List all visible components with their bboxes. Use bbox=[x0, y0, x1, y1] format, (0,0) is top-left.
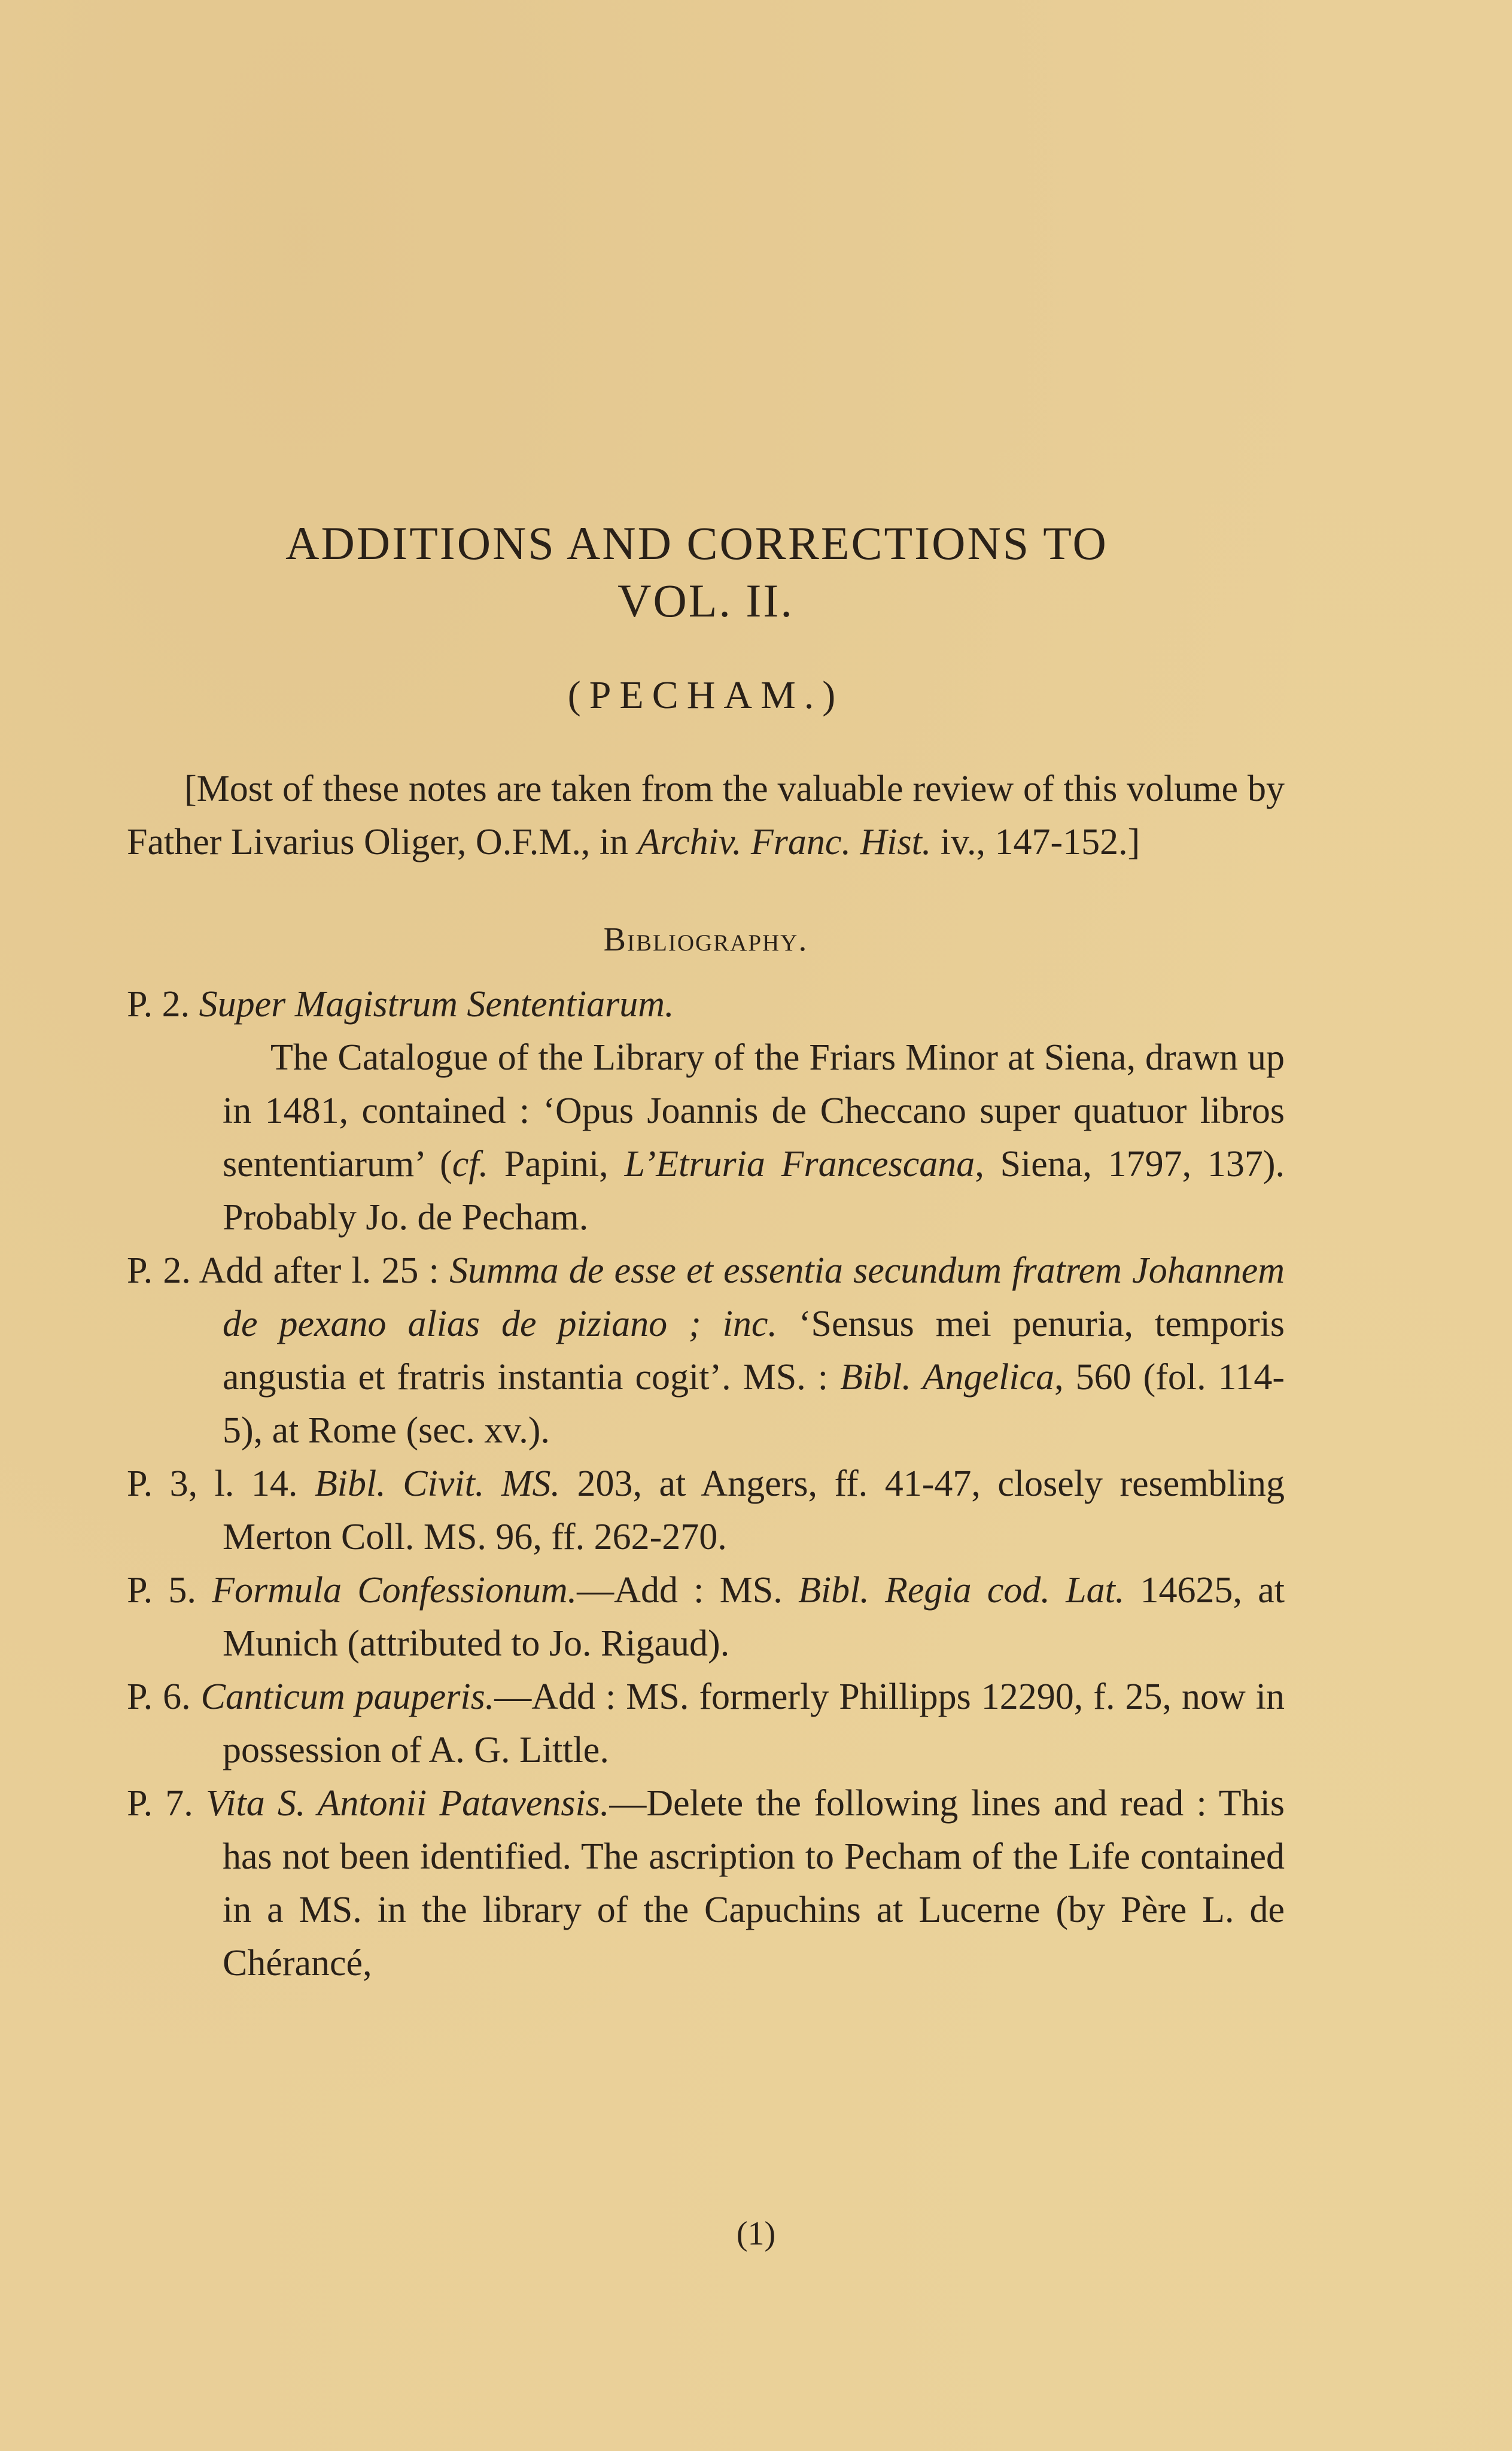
entry-text: —Add : MS. bbox=[577, 1570, 798, 1611]
entry-title: Super Magistrum Sententiarum. bbox=[199, 984, 674, 1025]
entry-text: , 560 (fol. 114-5), at Rome (sec. xv.). bbox=[223, 1357, 1285, 1451]
entry-ref: P. 5. bbox=[127, 1570, 212, 1611]
entry-text: —Delete the following lines and read : This has not been identified. The ascription to Pecham of the Life contained in a MS. in the library of the Capuchins at Lucerne (by Père L. de Chérancé, bbox=[223, 1783, 1285, 1984]
entry-text: ‘Sensus mei penuria, temporis angustia et fratris instantia cogit’. MS. : bbox=[223, 1304, 1285, 1398]
entry-text: Add after l. 25 : bbox=[199, 1250, 450, 1291]
entry-p5-formula bbox=[127, 1564, 1285, 1671]
entry-cf: cf. bbox=[452, 1144, 488, 1185]
page-title bbox=[127, 515, 1285, 630]
intro-text: [Most of these notes are taken from the valuable review of this volume by Father Livarius Oliger, O.F.M., in bbox=[127, 769, 1285, 862]
entry-p7-vita bbox=[127, 1777, 1285, 1990]
entry-p2-summa bbox=[127, 1244, 1285, 1457]
entry-ref: P. 7. bbox=[127, 1783, 206, 1824]
entry-text: 14625, at Munich (attributed to Jo. Rigaud). bbox=[223, 1570, 1285, 1664]
title-line-1: ADDITIONS AND CORRECTIONS TO bbox=[285, 517, 1108, 569]
entry-library: Bibl. Regia cod. Lat. bbox=[798, 1570, 1125, 1611]
entry-title: Bibl. Civit. MS. bbox=[314, 1463, 561, 1504]
entry-ref: P. 2. bbox=[127, 984, 199, 1025]
entry-p6-canticum bbox=[127, 1671, 1285, 1777]
entry-text: , Siena, 1797, 137). Probably Jo. de Pecham. bbox=[223, 1144, 1285, 1238]
page-number: (1) bbox=[736, 2215, 776, 2252]
page-subtitle: (PECHAM.) bbox=[567, 673, 844, 717]
entry-text: 203, at Angers, ff. 41-47, closely resembling Merton Coll. MS. 96, ff. 262-270. bbox=[223, 1463, 1285, 1557]
entry-title: Canticum pauperis. bbox=[200, 1676, 495, 1717]
book-page bbox=[127, 515, 1285, 1990]
entry-ref: P. 6. bbox=[127, 1676, 201, 1717]
entry-text: —Add : MS. formerly Phillipps 12290, f. 25, now in possession of A. G. Little. bbox=[223, 1676, 1285, 1770]
entry-p2-super-magistrum bbox=[127, 978, 1285, 1244]
title-line-2: VOL. II. bbox=[617, 575, 794, 627]
intro-journal-title: Archiv. Franc. Hist. bbox=[637, 822, 932, 862]
entries-list bbox=[127, 978, 1285, 1990]
entry-ref: P. 2. bbox=[127, 1250, 199, 1291]
entry-library: Bibl. Angelica bbox=[840, 1357, 1055, 1398]
entry-book-title: L’Etruria Francescana bbox=[624, 1144, 975, 1185]
intro-citation: iv., 147-152.] bbox=[931, 822, 1140, 862]
intro-note bbox=[127, 763, 1285, 869]
section-heading-bibliography: Bibliography. bbox=[603, 921, 808, 958]
entry-title: Summa de esse et essentia secundum fratrem Johannem de pexano alias de piziano ; inc. bbox=[223, 1250, 1285, 1344]
entry-title: Formula Confessionum. bbox=[212, 1570, 577, 1611]
entry-text: The Catalogue of the Library of the Friars Minor at Siena, drawn up in 1481, contained : ‘Opus Joannis de Checcano super quatuor libros sententiarum’ ( bbox=[223, 1037, 1285, 1185]
entry-title: Vita S. Antonii Patavensis. bbox=[206, 1783, 610, 1824]
entry-p3 bbox=[127, 1457, 1285, 1564]
entry-ref: P. 3, l. 14. bbox=[127, 1463, 315, 1504]
entry-body bbox=[223, 1031, 1285, 1244]
entry-text: Papini, bbox=[488, 1144, 625, 1185]
